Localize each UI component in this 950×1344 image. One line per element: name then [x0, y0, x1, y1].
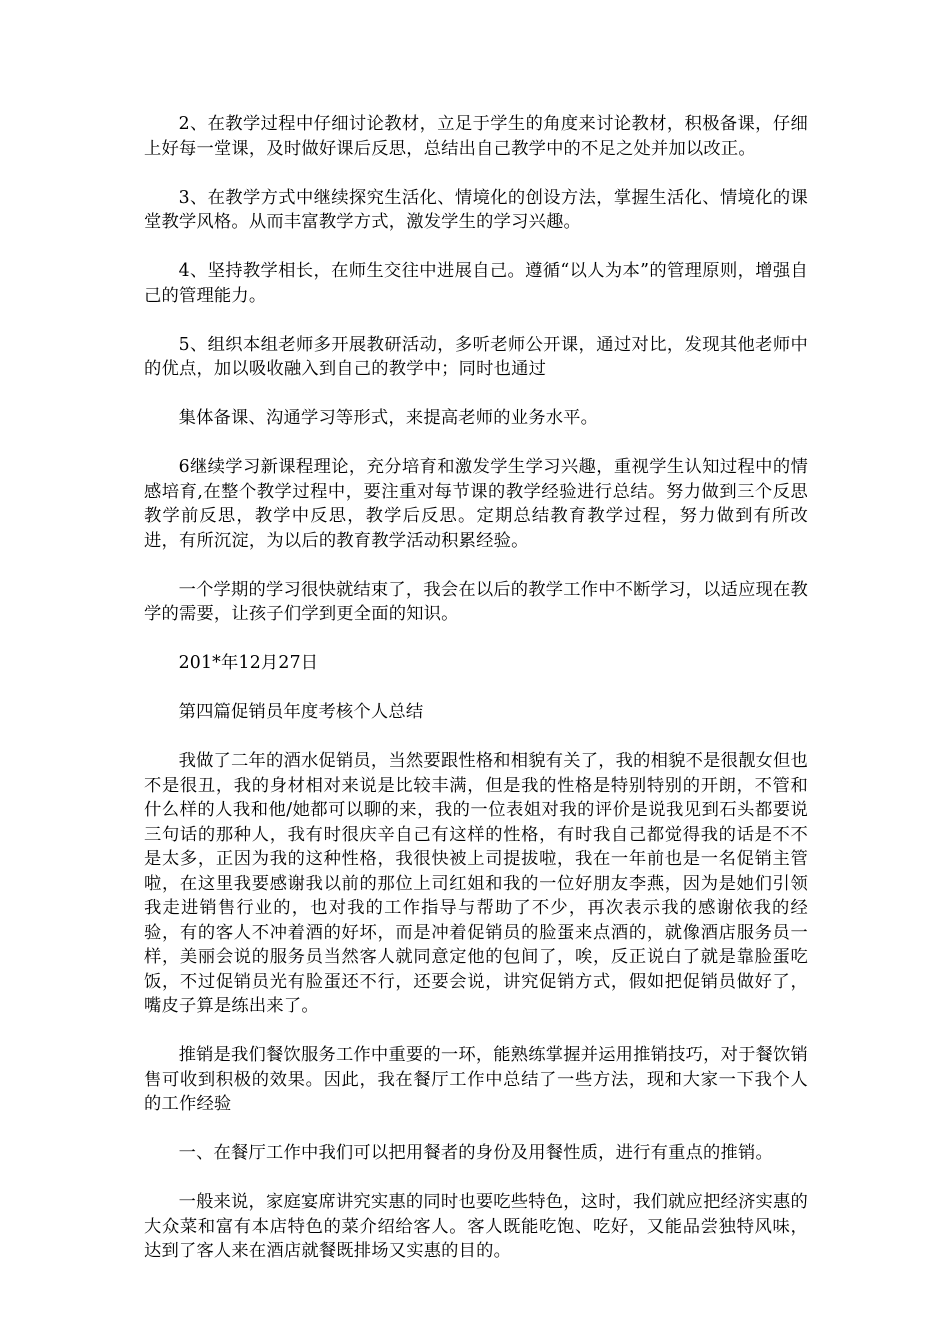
section-title: 第四篇促销员年度考核个人总结 [178, 702, 424, 722]
paragraph: 集体备课、沟通学习等形式，来提高老师的业务水平。 [178, 408, 599, 428]
document-page [144, 112, 808, 1288]
paragraph: 4、坚持教学相长，在师生交往中进展自己。遵循“以人为本”的管理原则，增强自己的管理能力。 [144, 261, 808, 306]
paragraph: 2、在教学过程中仔细讨论教材，立足于学生的角度来讨论教材，积极备课，仔细上好每一堂课，及时做好课后反思，总结出自己教学中的不足之处并加以改正。 [144, 114, 808, 159]
paragraph: 6继续学习新课程理论，充分培育和激发学生学习兴趣，重视学生认知过程中的情感培育,在整个教学过程中，要注重对每节课的教学经验进行总结。努力做到三个反思教学前反思，教学中反思，教学后反思。定期总结教育教学过程，努力做到有所改进，有所沉淀，为以后的教育教学活动积累经验。 [144, 457, 808, 551]
paragraph: 5、组织本组老师多开展教研活动，多听老师公开课，通过对比，发现其他老师中的优点，加以吸收融入到自己的教学中；同时也通过 [144, 334, 808, 379]
paragraph: 推销是我们餐饮服务工作中重要的一环，能熟练掌握并运用推销技巧，对于餐饮销售可收到积极的效果。因此，我在餐厅工作中总结了一些方法，现和大家一下我个人的工作经验 [144, 1045, 808, 1114]
paragraph: 3、在教学方式中继续探究生活化、情境化的创设方法，掌握生活化、情境化的课堂教学风格。从而丰富教学方式，激发学生的学习兴趣。 [144, 187, 808, 232]
date-line: 201*年12月27日 [178, 653, 319, 673]
paragraph: 我做了二年的酒水促销员，当然要跟性格和相貌有关了，我的相貌不是很靓女但也不是很丑，我的身材相对来说是比较丰满，但是我的性格是特别特别的开朗，不管和什么样的人我和他/她都可以聊的来，我的一位表姐对我的评价是说我见到石头都要说三句话的那种人，我有时很庆辛自己有这样的性格，有时我自己都觉得我的话是不不是太多，正因为我的这种性格，我很快被上司提拔啦，我在一年前也是一名促销主管啦，在这里我要感谢我以前的那位上司红姐和我的一位好朋友李燕，因为是她们引领我走进销售行业的，也对我的工作指导与帮助了不少，再次表示我的感谢依我的经验，有的客人不冲着酒的好坏，而是冲着促销员的脸蛋来点酒的，就像酒店服务员一样，美丽会说的服务员当然客人就同意定他的包间了，唉，反正说白了就是靠脸蛋吃饭，不过促销员光有脸蛋还不行，还要会说，讲究促销方式，假如把促销员做好了，嘴皮子算是练出来了。 [144, 751, 808, 1016]
paragraph: 一般来说，家庭宴席讲究实惠的同时也要吃些特色，这时，我们就应把经济实惠的大众菜和富有本店特色的菜介绍给客人。客人既能吃饱、吃好，又能品尝独特风味，达到了客人来在酒店就餐既排场又实惠的目的。 [144, 1192, 808, 1261]
paragraph: 一个学期的学习很快就结束了，我会在以后的教学工作中不断学习，以适应现在教学的需要，让孩子们学到更全面的知识。 [144, 579, 808, 624]
paragraph: 一、在餐厅工作中我们可以把用餐者的身份及用餐性质，进行有重点的推销。 [178, 1143, 773, 1163]
